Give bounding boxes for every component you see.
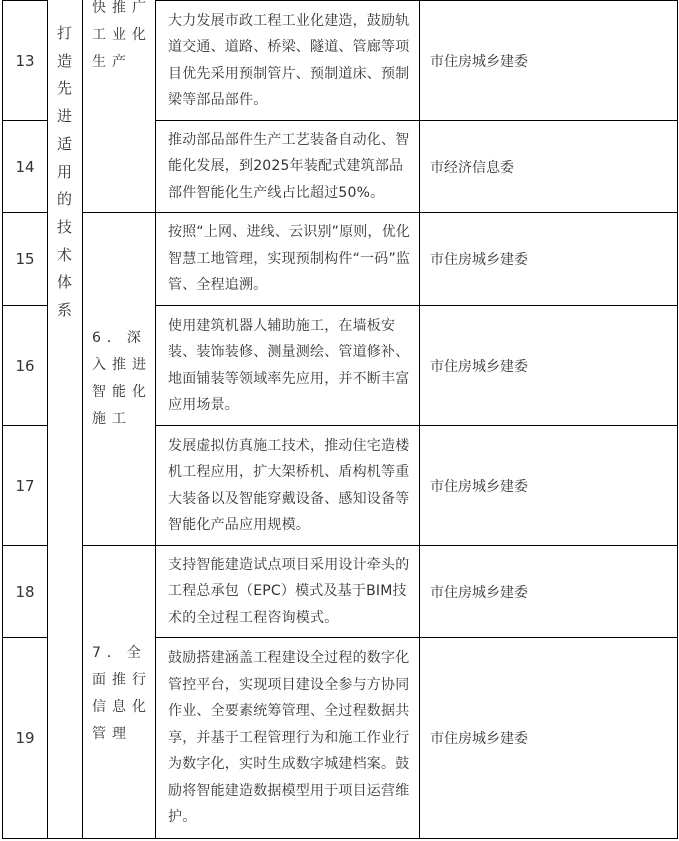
row-department: 市住房城乡建委 — [430, 584, 528, 601]
row-department: 市住房城乡建委 — [430, 478, 528, 495]
row-department: 市住房城乡建委 — [430, 252, 528, 268]
subcategory-line: 信息化 — [92, 699, 152, 715]
category-char: 造 — [56, 51, 72, 70]
subcategory-line: 面推行 — [92, 672, 152, 688]
subcategory-line: 6．深 — [92, 330, 147, 346]
row-department: 市住房城乡建委 — [430, 358, 528, 375]
subcategory-line: 快推广 — [92, 0, 152, 16]
row-number: 16 — [15, 356, 35, 375]
subcategory-line: 生产 — [92, 54, 132, 70]
row-number: 17 — [15, 476, 35, 495]
row-description: 使用建筑机器人辅助施工，在墙板安装、装饰装修、测量测绘、管道修补、地面铺装等领域率先应用，并不断丰富应用场景。 — [168, 317, 410, 413]
row-number: 15 — [15, 250, 35, 268]
category-char: 的 — [56, 190, 72, 209]
row-description: 按照“上网、进线、云识别”原则，优化智慧工地管理，实现预制构件“一码”监管、全程追溯。 — [168, 224, 411, 294]
row-department: 市住房城乡建委 — [430, 53, 528, 70]
row-department: 市住房城乡建委 — [430, 731, 528, 747]
category-char: 术 — [56, 245, 72, 264]
category-char: 适 — [56, 134, 72, 153]
table-border — [2, 838, 678, 839]
row-number: 18 — [15, 582, 35, 601]
subcategory-line: 7．全 — [92, 645, 147, 661]
subcategory-label — [92, 640, 154, 748]
category-char: 体 — [56, 273, 72, 292]
subcategory-label — [92, 0, 154, 76]
subcategory-line: 工业化 — [92, 27, 152, 43]
category-char: 用 — [56, 162, 72, 181]
row-description: 推动部品部件生产工艺装备自动化、智能化发展，到2025年装配式建筑部品部件智能化生产线占比超过50%。 — [168, 131, 410, 201]
category-char: 先 — [56, 79, 72, 98]
row-description: 大力发展市政工程工业化建造，鼓励轨道交通、道路、桥梁、隧道、管廊等项目优先采用预制管片、预制道床、预制梁等部品部件。 — [168, 12, 410, 108]
subcategory-line: 智能化 — [92, 384, 152, 400]
category-char: 系 — [56, 301, 72, 320]
subcategory-line: 入推进 — [92, 357, 152, 373]
category-char: 打 — [56, 24, 72, 42]
row-number: 13 — [15, 51, 35, 70]
category-char: 进 — [56, 107, 72, 126]
row-description: 支持智能建造试点项目采用设计牵头的工程总承包（EPC）模式及基于BIM技术的全过程工程咨询模式。 — [168, 556, 410, 626]
table-border — [82, 0, 83, 839]
subcategory-line: 管理 — [92, 726, 132, 742]
row-number: 19 — [15, 729, 35, 747]
table-border — [677, 0, 678, 839]
row-description: 发展虚拟仿真施工技术，推动住宅造楼机工程应用，扩大架桥机、盾构机等重大装备以及智能穿戴设备、感知设备等智能化产品应用规模。 — [168, 437, 410, 533]
category-char: 技 — [56, 217, 72, 236]
subcategory-line: 施工 — [92, 411, 132, 427]
category-label — [47, 20, 82, 325]
row-description: 鼓励搭建涵盖工程建设全过程的数字化管控平台，实现项目建设全参与方协同作业、全要素统筹管理、全过程数据共享，并基于工程管理行为和施工作业行为数字化，实时生成数字城建档案。鼓励将智能建造数据模型用于项目运营维护。 — [168, 650, 410, 826]
row-number: 14 — [15, 157, 35, 176]
subcategory-label — [92, 325, 154, 433]
row-department: 市经济信息委 — [430, 159, 514, 176]
